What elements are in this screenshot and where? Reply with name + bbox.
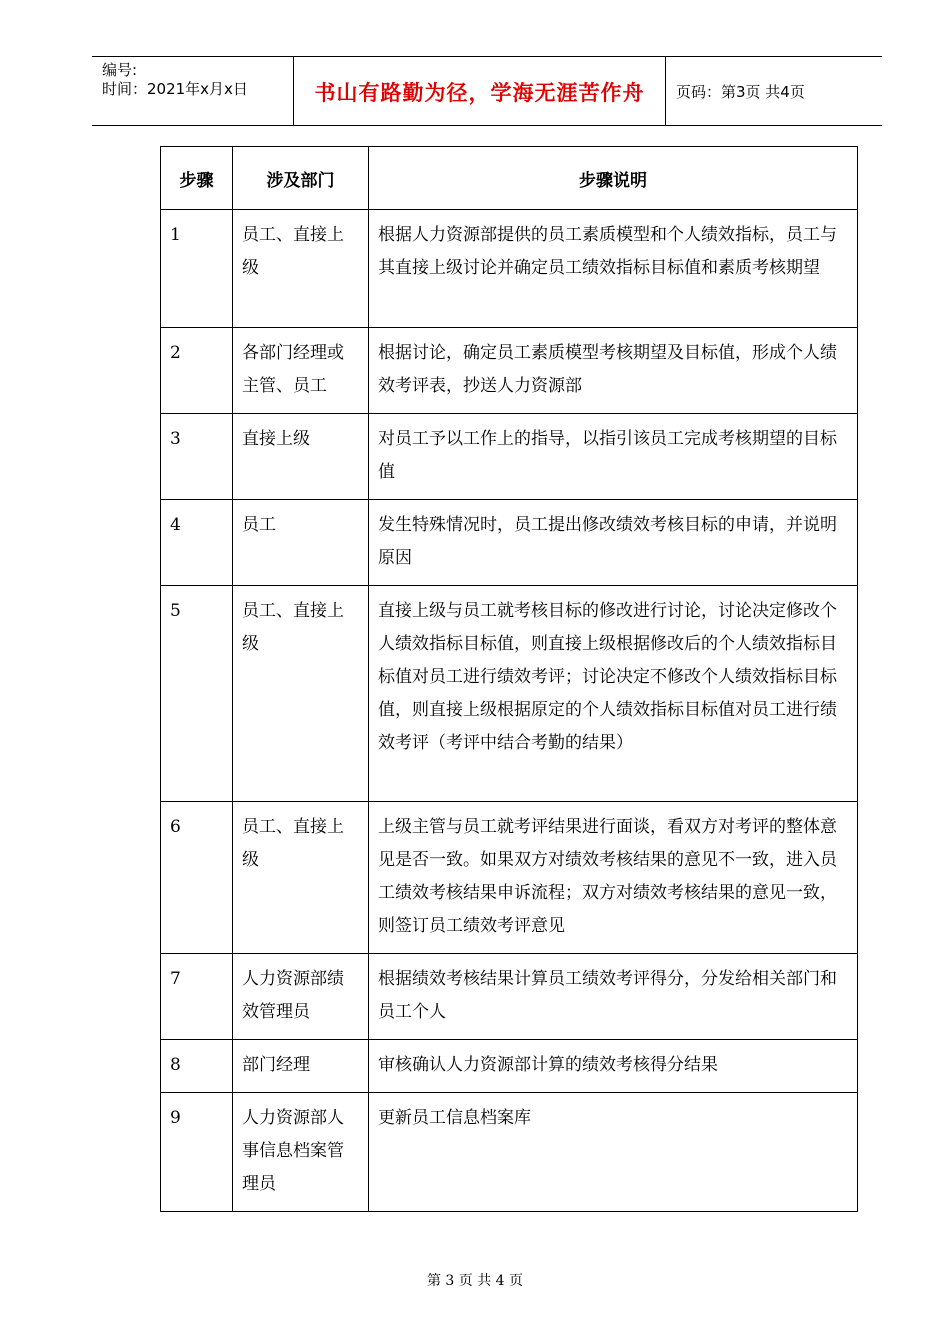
table-row [161, 802, 858, 954]
step-number: 4 [161, 500, 233, 586]
table-row [161, 210, 858, 328]
department-cell: 人力资源部人事信息档案管理员 [233, 1093, 369, 1212]
step-number: 7 [161, 954, 233, 1040]
steps-table [160, 146, 858, 1212]
page-footer: 第 3 页 共 4 页 [426, 1273, 524, 1289]
step-number: 9 [161, 1093, 233, 1212]
department-cell: 直接上级 [233, 414, 369, 500]
description-cell: 根据绩效考核结果计算员工绩效考评得分，分发给相关部门和员工个人 [369, 954, 858, 1040]
description-cell: 上级主管与员工就考评结果进行面谈，看双方对考评的整体意见是否一致。如果双方对绩效考核结果的意见不一致，进入员工绩效考核结果申诉流程；双方对绩效考核结果的意见一致，则签订员工绩效考评意见 [369, 802, 858, 954]
table-row [161, 954, 858, 1040]
step-number: 8 [161, 1040, 233, 1093]
table-row [161, 1093, 858, 1212]
step-number: 5 [161, 586, 233, 802]
department-cell: 员工、直接上级 [233, 586, 369, 802]
department-cell: 各部门经理或主管、员工 [233, 328, 369, 414]
description-cell: 发生特殊情况时，员工提出修改绩效考核目标的申请，并说明原因 [369, 500, 858, 586]
page-header [92, 56, 882, 126]
serial-number-label: 编号: [102, 61, 138, 79]
column-header-step: 步骤 [161, 147, 233, 210]
department-cell: 员工、直接上级 [233, 802, 369, 954]
step-number: 3 [161, 414, 233, 500]
department-cell: 人力资源部绩效管理员 [233, 954, 369, 1040]
time-label: 时间：2021年x月x日 [102, 80, 248, 98]
department-cell: 部门经理 [233, 1040, 369, 1093]
department-cell: 员工 [233, 500, 369, 586]
header-motto: 书山有路勤为径，学海无涯苦作舟 [314, 81, 645, 105]
description-cell: 更新员工信息档案库 [369, 1093, 858, 1212]
description-cell: 根据讨论，确定员工素质模型考核期望及目标值，形成个人绩效考评表，抄送人力资源部 [369, 328, 858, 414]
table-row [161, 414, 858, 500]
step-number: 2 [161, 328, 233, 414]
column-header-department: 涉及部门 [233, 147, 369, 210]
description-cell: 直接上级与员工就考核目标的修改进行讨论，讨论决定修改个人绩效指标目标值，则直接上级根据修改后的个人绩效指标目标值对员工进行绩效考评；讨论决定不修改个人绩效指标目标值，则直接上级根据原定的个人绩效指标目标值对员工进行绩效考评（考评中结合考勤的结果） [369, 586, 858, 802]
department-cell: 员工、直接上级 [233, 210, 369, 328]
description-cell: 根据人力资源部提供的员工素质模型和个人绩效指标，员工与其直接上级讨论并确定员工绩效指标目标值和素质考核期望 [369, 210, 858, 328]
table-row [161, 586, 858, 802]
table-row [161, 1040, 858, 1093]
table-row [161, 500, 858, 586]
description-cell: 审核确认人力资源部计算的绩效考核得分结果 [369, 1040, 858, 1093]
table-row [161, 328, 858, 414]
header-meta [102, 61, 248, 99]
header-page-number: 页码：第3页 共4页 [676, 83, 805, 101]
description-cell: 对员工予以工作上的指导，以指引该员工完成考核期望的目标值 [369, 414, 858, 500]
header-divider [665, 57, 666, 125]
step-number: 1 [161, 210, 233, 328]
step-number: 6 [161, 802, 233, 954]
column-header-description: 步骤说明 [369, 147, 858, 210]
table-header-row [161, 147, 858, 210]
